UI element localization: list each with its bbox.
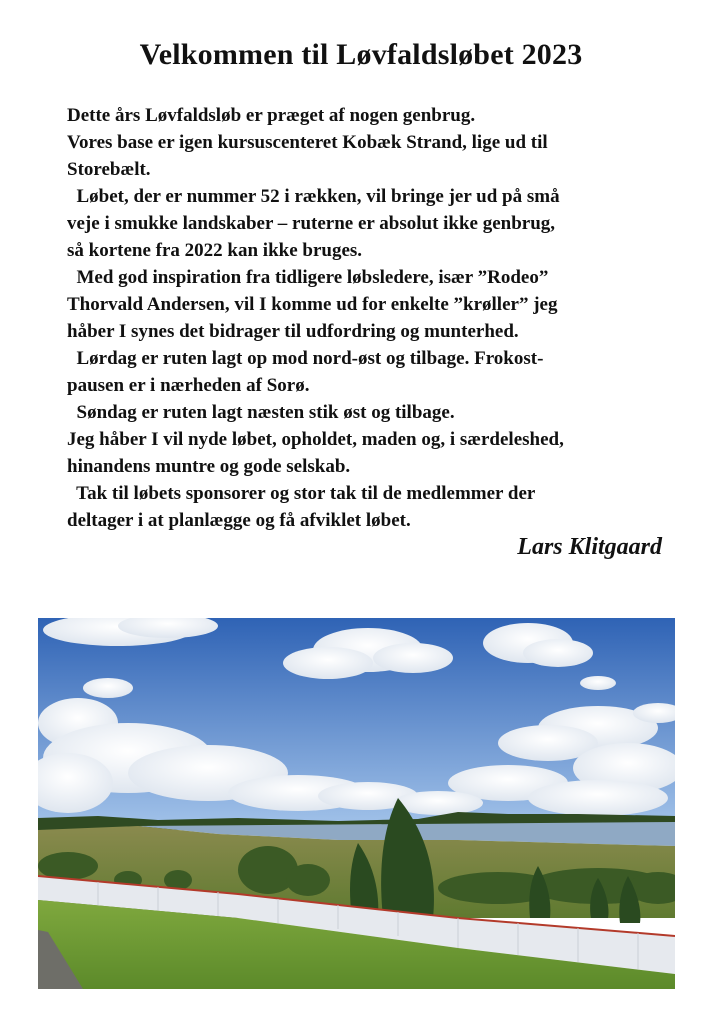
- text-line: så kortene fra 2022 kan ikke bruges.: [67, 240, 363, 261]
- signature: Lars Klitgaard: [517, 534, 662, 560]
- text-line: hinandens muntre og gode selskab.: [67, 456, 351, 477]
- text-line: Med god inspiration fra tidligere løbsledere, især ”Rodeo”: [67, 267, 549, 288]
- text-line: veje i smukke landskaber – ruterne er absolut ikke genbrug,: [67, 213, 556, 234]
- text-line: Lørdag er ruten lagt op mod nord-øst og tilbage. Frokost-: [67, 348, 544, 369]
- text-line: Thorvald Andersen, vil I komme ud for enkelte ”krøller” jeg: [67, 294, 558, 315]
- welcome-text: [67, 102, 667, 534]
- text-line: Vores base er igen kursuscenteret Kobæk Strand, lige ud til: [67, 132, 548, 153]
- landscape-photo: [38, 618, 675, 989]
- text-line: Løbet, der er nummer 52 i rækken, vil bringe jer ud på små: [67, 186, 560, 207]
- text-line: Jeg håber I vil nyde løbet, opholdet, maden og, i særdeleshed,: [67, 429, 564, 450]
- text-line: Søndag er ruten lagt næsten stik øst og tilbage.: [67, 402, 455, 423]
- text-line: Storebælt.: [67, 159, 151, 180]
- text-line: Tak til løbets sponsorer og stor tak til de medlemmer der: [67, 483, 536, 504]
- text-line: Dette års Løvfaldsløb er præget af nogen genbrug.: [67, 105, 476, 126]
- text-line: håber I synes det bidrager til udfordring og munterhed.: [67, 321, 519, 342]
- text-line: deltager i at planlægge og få afviklet løbet.: [67, 510, 411, 531]
- page-title: Velkommen til Løvfaldsløbet 2023: [139, 38, 583, 71]
- text-line: pausen er i nærheden af Sorø.: [67, 375, 310, 396]
